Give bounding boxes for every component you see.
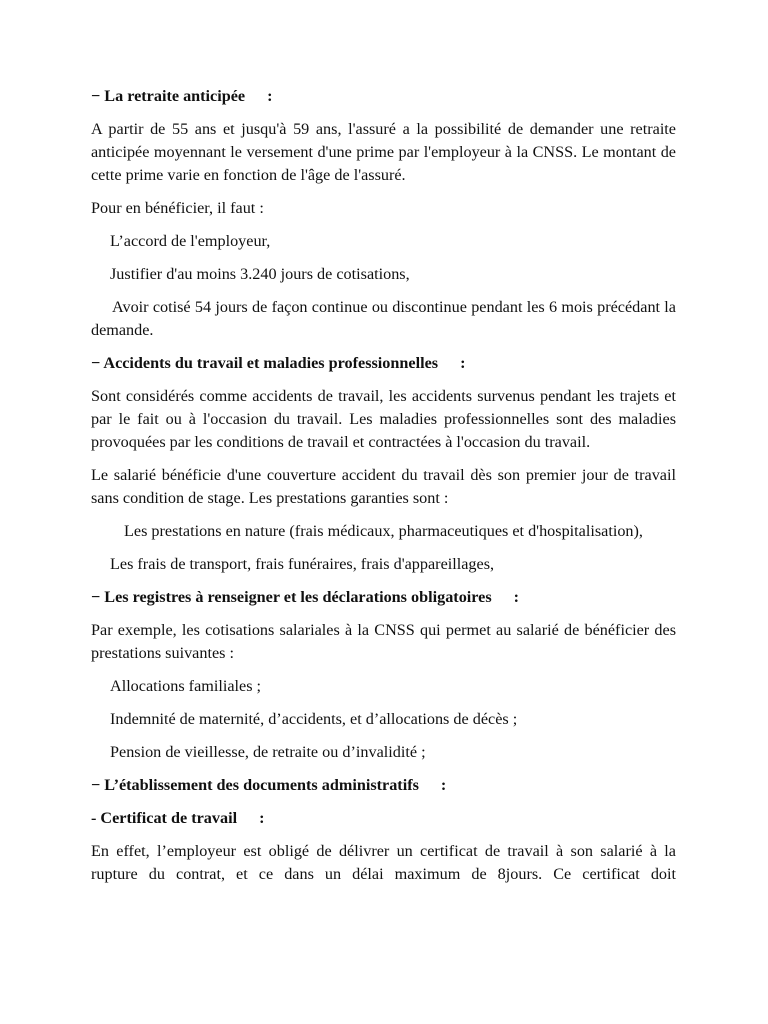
paragraph-accidents-definition: Sont considérés comme accidents de travail, les accidents survenus pendant les trajets et par le fait ou à l'occasion du travail. Les maladies professionnelles sont des maladies provoquées par les conditions de travail et contractées à l'occasion du travail. — [91, 387, 676, 451]
list-item-cotise-54-jours — [91, 296, 676, 342]
heading-colon: : — [460, 354, 466, 372]
paragraph-certificat: En effet, l’employeur est obligé de délivrer un certificat de travail à son salarié à la rupture du contrat, et ce dans un délai maximum de 8jours. Ce certificat doit — [91, 842, 676, 883]
heading-colon: : — [259, 809, 265, 827]
heading-etablissement-documents — [91, 774, 676, 797]
list-item-accord-employeur: L’accord de l'employeur, — [110, 232, 271, 250]
heading-colon: : — [513, 588, 520, 606]
heading-text: − L’établissement des documents administratifs — [91, 776, 419, 794]
list-item-frais-transport: Les frais de transport, frais funéraires, frais d'appareillages, — [110, 555, 495, 573]
list-item-indemnite-maternite: Indemnité de maternité, d’accidents, et d’allocations de décès ; — [110, 710, 518, 728]
list-item-text: Avoir cotisé 54 jours de façon continue ou discontinue pendant les 6 mois précédant la demande. — [91, 298, 676, 339]
heading-text: - Certificat de travail — [91, 809, 238, 827]
heading-certificat-travail — [91, 807, 676, 830]
heading-colon: : — [440, 776, 447, 794]
heading-retraite-anticipee — [91, 85, 676, 108]
heading-accidents-travail — [91, 352, 676, 375]
heading-text: − Les registres à renseigner et les déclarations obligatoires — [91, 588, 492, 606]
list-item-justifier-jours: Justifier d'au moins 3.240 jours de cotisations, — [110, 265, 410, 283]
paragraph-couverture: Le salarié bénéficie d'une couverture accident du travail dès son premier jour de travail sans condition de stage. Les prestations garanties sont : — [91, 466, 676, 507]
list-item-pension-vieillesse: Pension de vieillesse, de retraite ou d’invalidité ; — [110, 743, 426, 761]
paragraph-conditions-intro: Pour en bénéficier, il faut : — [91, 199, 264, 217]
heading-registres — [91, 586, 676, 609]
list-item-allocations-familiales: Allocations familiales ; — [110, 677, 262, 695]
heading-colon: : — [267, 87, 273, 105]
paragraph-retraite-intro: A partir de 55 ans et jusqu'à 59 ans, l'assuré a la possibilité de demander une retraite anticipée moyennant le versement d'une prime par l'employeur à la CNSS. Le montant de cette prime varie en fonction de l'âge de l'assuré. — [91, 120, 676, 184]
list-item-prestations-nature — [91, 520, 676, 543]
heading-text: − Accidents du travail et maladies professionnelles — [91, 354, 439, 372]
list-item-text: Les prestations en nature (frais médicaux, pharmaceutiques et d'hospitalisation), — [124, 522, 643, 540]
paragraph-cotisations: Par exemple, les cotisations salariales à la CNSS qui permet au salarié de bénéficier des prestations suivantes : — [91, 621, 676, 662]
heading-text: − La retraite anticipée — [91, 87, 246, 105]
